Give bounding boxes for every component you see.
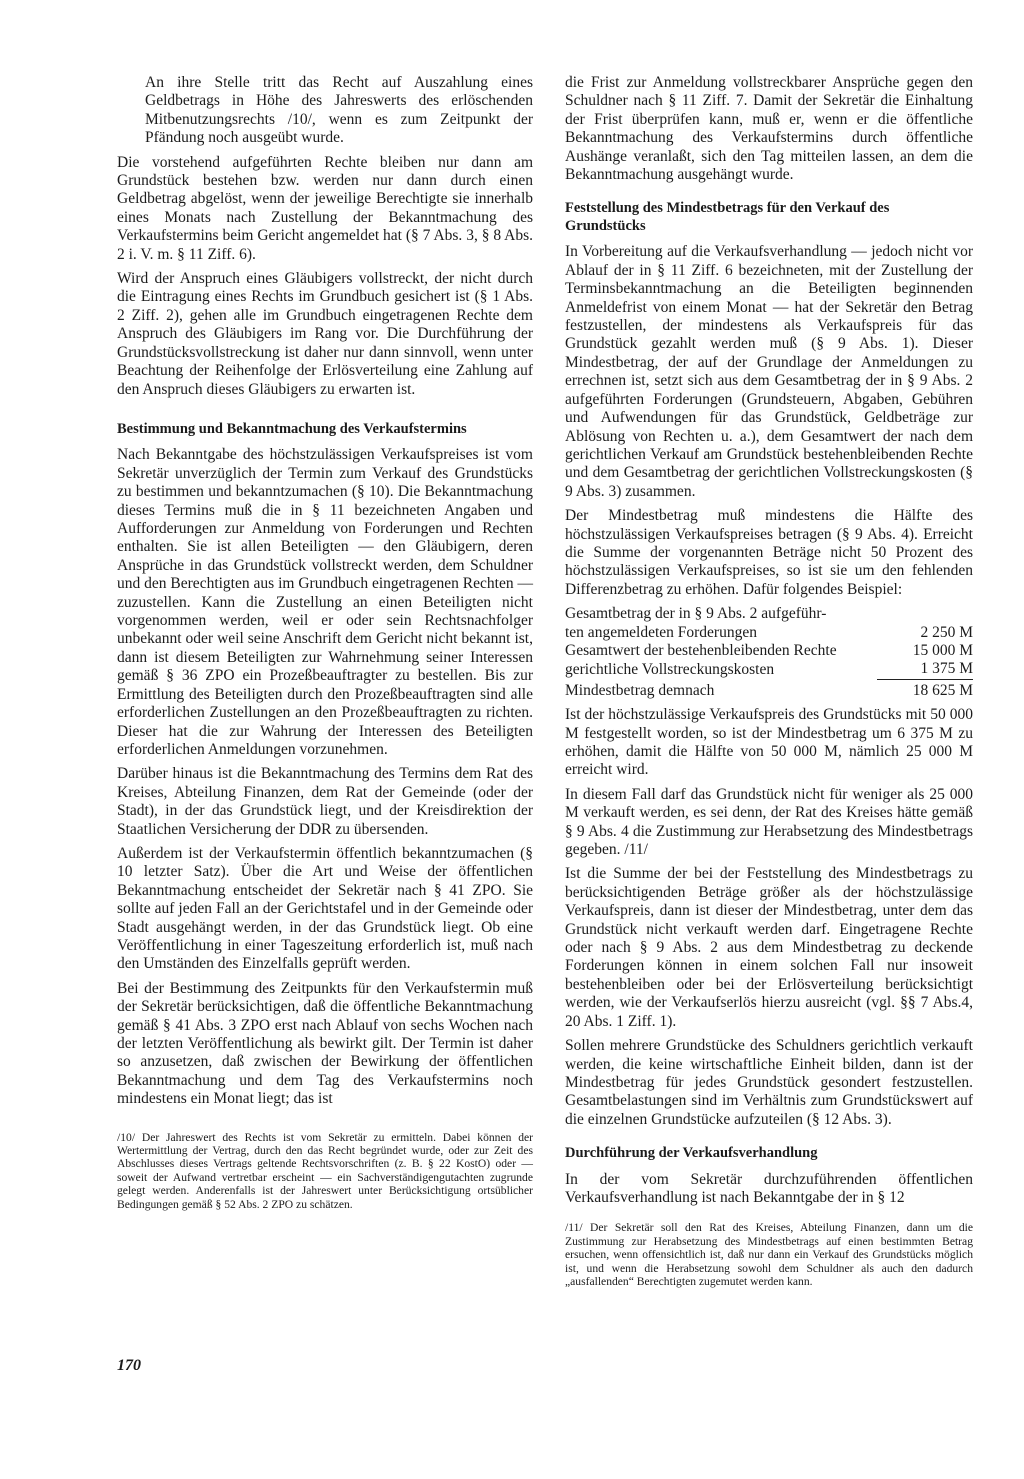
paragraph: An ihre Stelle tritt das Recht auf Auszahlung eines Geldbetrags in Höhe des Jahreswerts des erlöschenden Mitbenutzungsrechts /10/, wenn es zum Zeitpunkt der Pfändung noch ausgeübt wurde. bbox=[145, 74, 533, 147]
table-cell-amount: 2 250 M bbox=[920, 623, 973, 641]
paragraph: Nach Bekanntgabe des höchstzulässigen Verkaufspreises ist vom Sekretär unverzüglich der Termin zum Verkauf des Grundstücks zu bestimmen und bekanntzumachen (§ 10). Die Bekanntmachung dieses Termins muß die in § 11 bezeichneten Angaben und Aufforderungen zur Anmeldung von Forderungen und Rechten enthalten. Sie ist allen Beteiligten — den Gläubigern, deren Ansprüche in das Grundstück vollstreckt werden, dem Schuldner und den Berechtigten aus im Grundbuch eingetragenen Rechten — zuzustellen. Kann die Zustellung an einen Beteiligten nicht vorgenommen werden, weil er oder sein Rechtsnachfolger unbekannt oder weil seine Anschrift dem Gericht nicht bekannt ist, dann ist diesem Beteiligten zur Wahrnehmung seiner Interessen gemäß § 36 ZPO ein Prozeßbeauftragter zu bestellen. Bis zur Ermittlung des Beteiligten durch den Prozeßbeauftragten sind alle erforderlichen Zustellungen an den Prozeßbeauftragten zu richten. Dieser hat die zur Wahrung der Interessen des Beteiligten erforderlichen Anmeldungen vorzunehmen. bbox=[117, 446, 533, 758]
section-heading: Feststellung des Mindestbetrags für den Verkauf des Grundstücks bbox=[565, 200, 890, 234]
paragraph: In der vom Sekretär durchzuführenden öffentlichen Verkaufsverhandlung ist nach Bekanntgabe der in § 12 bbox=[565, 1170, 973, 1207]
paragraph: Ist die Summe der bei der Feststellung des Mindestbetrags zu berücksichtigenden Beträge größer als der höchstzulässige Verkaufspreis, dann ist dieser der Mindestbetrag, unter dem das Grundstück nicht verkauft werden darf. Eingetragene Rechte oder nach § 9 Abs. 2 aus dem Mindestbetrag zu deckende Forderungen können in einem solchen Fall nur insoweit bestehenbleiben oder bei der Erlösverteilung berücksichtigt werden, wie der Verkaufserlös hierzu ausreicht (vgl. §§ 7 Abs.4, 20 Abs. 1 Ziff. 1). bbox=[565, 865, 973, 1030]
footnote-10: /10/ Der Jahreswert des Rechts ist vom Sekretär zu ermitteln. Dabei können der Wertermittlung der Vertrag, durch den das Recht begründet wurde, oder zur Zeit des Abschlusses dieses Vertrags geltende Rechtsvorschriften (z. B. § 22 KostO) oder — soweit der Aufwand vertretbar erscheint — ein Sachverständigengutachten zugrunde gelegt werden. Anderenfalls ist der Jahreswert unter Berücksichtigung ortsüblicher Bedingungen gemäß § 52 Abs. 2 ZPO zu schätzen. bbox=[117, 1130, 533, 1211]
paragraph: Sollen mehrere Grundstücke des Schuldners gerichtlich verkauft werden, die keine wirtschaftliche Einheit bilden, dann ist der Mindestbetrag für jedes Grundstück gesondert festzustellen. Gesamtbelastungen sind im Verhältnis zum Grundstückswert auf die einzelnen Grundstücke aufzuteilen (§ 12 Abs. 3). bbox=[565, 1037, 973, 1128]
paragraph: Bei der Bestimmung des Zeitpunkts für den Verkaufstermin muß der Sekretär berücksichtigen, daß die öffentliche Bekanntmachung gemäß § 41 Abs. 3 ZPO erst nach Ablauf von sechs Wochen nach der letzten Veröffentlichung als bewirkt gilt. Der Termin ist daher so anzusetzen, daß zwischen der Bewirkung der öffentlichen Bekanntmachung und dem Tag des Verkaufstermins noch mindestens ein Monat liegt; das ist bbox=[117, 979, 533, 1108]
table-row bbox=[565, 605, 973, 642]
paragraph: Ist der höchstzulässige Verkaufspreis des Grundstücks mit 50 000 M festgestellt worden, so ist der Mindestbetrag um 6 375 M zu erhöhen, damit die Hälfte von 50 000 M, nämlich 25 000 M erreicht wird. bbox=[565, 706, 973, 779]
paragraph: Wird der Anspruch eines Gläubigers vollstreckt, der nicht durch die Eintragung eines Rechts im Grundbuch gesichert ist (§ 1 Abs. 2 Ziff. 2), gehen alle im Grundbuch eingetragenen Rechte dem Anspruch des Gläubigers im Rang vor. Die Durchführung der Grundstücksvollstreckung ist daher nur dann sinnvoll, wenn unter Beachtung der Reihenfolge der Erlösverteilung eine Zahlung auf den Anspruch dieses Gläubigers zu erwarten ist. bbox=[117, 270, 533, 398]
table-cell-amount: 15 000 M bbox=[912, 641, 973, 659]
paragraph: In Vorbereitung auf die Verkaufsverhandlung — jedoch nicht vor Ablauf der in § 11 Ziff. 6 bezeichneten, mit der Zustellung der Terminsbekanntmachung an die Beteiligten beginnenden Anmeldefrist von einem Monat — hat der Sekretär den Betrag festzustellen, der mindestens als Verkaufspreis für das Grundstück gezahlt werden muß (§ 9 Abs. 1). Dieser Mindestbetrag, der auf der Grundlage der Anmeldungen zu errechnen ist, setzt sich aus dem Gesamtbetrag der in § 9 Abs. 2 aufgeführten Forderungen (Grundsteuern, Abgaben, Gebühren und Aufwendungen für das Grundstück, Geldbeträge zur Ablösung von Rechten u. a.), dem Gesamtwert der nach dem gerichtlichen Verkauf am Grundstück bestehenbleibenden Rechte und dem Gesamtbetrag der gerichtlichen Vollstreckungskosten (§ 9 Abs. 3) zusammen. bbox=[565, 243, 973, 500]
right-column bbox=[565, 74, 973, 1288]
table-cell-label: Mindestbetrag demnach bbox=[565, 681, 715, 699]
section-heading: Durchführung der Verkaufsverhandlung bbox=[565, 1145, 818, 1162]
paragraph: Darüber hinaus ist die Bekanntmachung des Termins dem Rat des Kreises, Abteilung Finanzen, dem Rat der Gemeinde (oder der Stadt), in der das Grundstück liegt, und der Kreisdirektion der Staatlichen Versicherung der DDR zu übersenden. bbox=[117, 765, 533, 838]
paragraph: In diesem Fall darf das Grundstück nicht für weniger als 25 000 M verkauft werden, es sei denn, der Rat des Kreises hätte gemäß § 9 Abs. 4 die Zustimmung zur Herabsetzung des Mindestbetrags gegeben. /11/ bbox=[565, 785, 973, 859]
paragraph: Der Mindestbetrag muß mindestens die Hälfte des höchstzulässigen Verkaufspreises betragen (§ 9 Abs. 4). Erreicht die Summe der vorgenannten Beträge nicht 50 Prozent des höchstzulässigen Verkaufspreises, so ist sie um den fehlenden Differenzbetrag zu erhöhen. Dafür folgendes Beispiel: bbox=[565, 507, 973, 598]
table-cell-amount: 18 625 M bbox=[877, 679, 973, 700]
table-cell-label: gerichtliche Vollstreckungskosten bbox=[565, 660, 775, 678]
table-row bbox=[565, 660, 973, 679]
paragraph: Die vorstehend aufgeführten Rechte bleiben nur dann am Grundstück bestehen bzw. werden nur dann durch einen Geldbetrag abgelöst, wenn der jeweilige Berechtigte sie innerhalb eines Monats nach Zustellung der Bekanntmachung des Verkaufstermins beim Gericht angemeldet hat (§ 7 Abs. 3, § 8 Abs. 2 i. V. m. § 11 Ziff. 6). bbox=[117, 153, 533, 263]
table-cell-amount: 1 375 M bbox=[920, 660, 973, 678]
row-label-line: ten angemeldeten Forderungen bbox=[565, 623, 757, 641]
table-row-total bbox=[565, 679, 973, 700]
page-number: 170 bbox=[117, 1357, 141, 1374]
section-heading: Bestimmung und Bekanntmachung des Verkaufstermins bbox=[117, 420, 467, 437]
footnote-11: /11/ Der Sekretär soll den Rat des Kreises, Abteilung Finanzen, dann um die Zustimmung zur Herabsetzung des Mindestbetrags auf einen bestimmten Betrag ersuchen, wenn offensichtlich ist, daß nur dann ein Verkauf des Grundstücks möglich ist, und wenn die Herabsetzung sowohl dem Schuldner als auch den dadurch „ausfallenden“ Berechtigten zugemutet werden kann. bbox=[565, 1221, 973, 1289]
table-cell-label: Gesamtwert der bestehenbleibenden Rechte bbox=[565, 641, 837, 659]
table-row bbox=[565, 642, 973, 660]
paragraph: Außerdem ist der Verkaufstermin öffentlich bekanntzumachen (§ 10 letzter Satz). Über die Art und Weise der öffentlichen Bekanntmachung entscheidet der Sekretär nach § 41 ZPO. Sie sollte auf jeden Fall an der Gerichtstafel und in der Gemeinde oder Stadt ausgehängt werden, in der das Grundstück liegt. Ob eine Veröffentlichung in einer Tageszeitung erforderlich ist, muß nach den Umständen des Einzelfalls geprüft werden. bbox=[117, 844, 533, 973]
table-cell-label bbox=[565, 605, 877, 642]
left-column bbox=[117, 74, 533, 1211]
row-label-line: Gesamtbetrag der in § 9 Abs. 2 aufgeführ- bbox=[565, 605, 827, 623]
footnote-block bbox=[117, 1131, 533, 1211]
example-calculation-table bbox=[565, 605, 973, 700]
paragraph: die Frist zur Anmeldung vollstreckbarer Ansprüche gegen den Schuldner nach § 11 Ziff. 7. Damit der Sekretär die Einhaltung der Frist überprüfen kann, muß er, wenn er die öffentliche Bekanntmachung des Verkaufstermins durch öffentliche Aushänge veranlaßt, sich den Tag mitteilen lassen, an dem die Bekanntmachung ausgehängt wurde. bbox=[565, 74, 973, 184]
footnote-block bbox=[565, 1221, 973, 1288]
